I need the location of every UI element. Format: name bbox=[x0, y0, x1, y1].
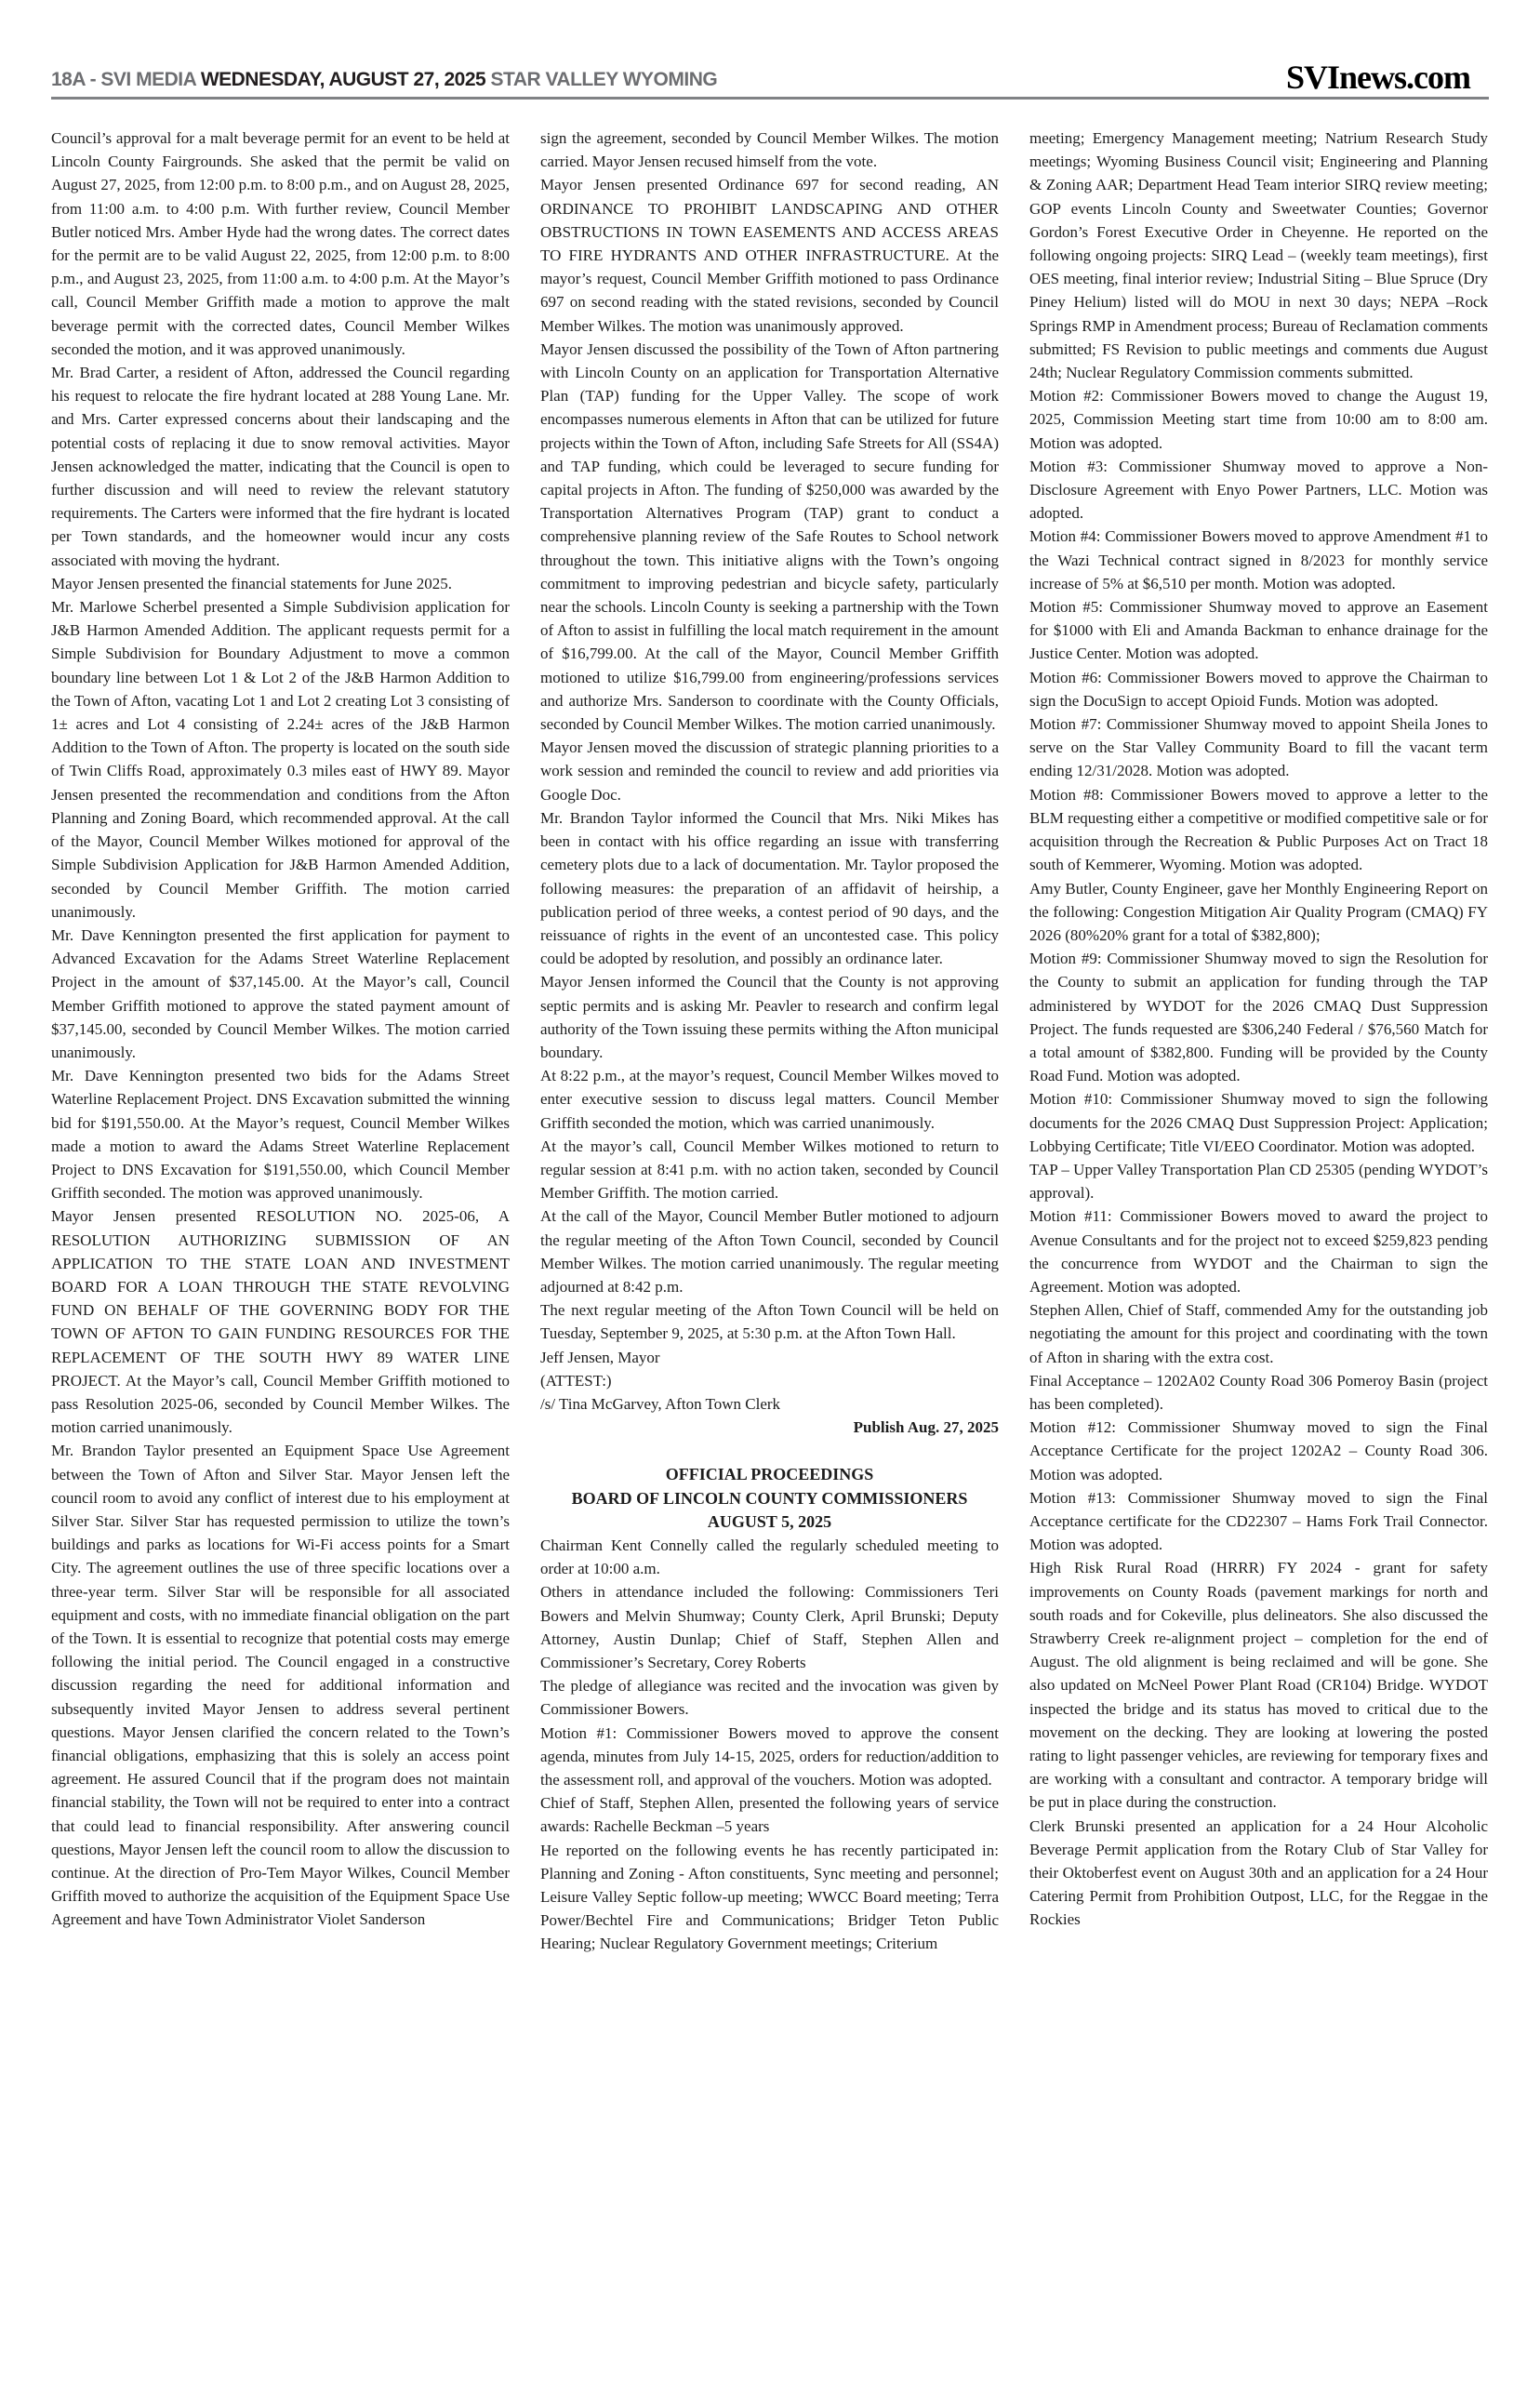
paragraph: Amy Butler, County Engineer, gave her Monthly Engineering Report on the following: Congestion Mitigation Air Quality Program (CMAQ) FY 2026 (80%20% grant for a total of $382,800); bbox=[1029, 879, 1488, 944]
masthead-left bbox=[51, 69, 717, 91]
section-heading: AUGUST 5, 2025 bbox=[707, 1511, 832, 1531]
paragraph: Mayor Jensen moved the discussion of strategic planning priorities to a work session and reminded the council to review and add priorities via Google Doc. bbox=[540, 738, 999, 804]
paragraph: Mayor Jensen presented RESOLUTION NO. 2025-06, A RESOLUTION AUTHORIZING SUBMISSION OF AN APPLICATION TO THE STATE LOAN AND INVESTMENT BOARD FOR A LOAN THROUGH THE STATE REVOLVING FUND ON BEHALF OF THE GOVERNING BODY FOR THE TOWN OF AFTON TO GAIN FUNDING RESOURCES FOR THE REPLACEMENT OF THE SOUTH HWY 89 WATER LINE PROJECT. At the Mayor’s call, Council Member Griffith motioned to pass Resolution 2025-06, seconded by Council Member Wilkes. The motion carried unanimously. bbox=[51, 1207, 510, 1437]
header-rule bbox=[51, 97, 1489, 100]
page-date: WEDNESDAY, AUGUST 27, 2025 bbox=[200, 69, 486, 90]
paragraph: Final Acceptance – 1202A02 County Road 306 Pomeroy Basin (project has been completed). bbox=[1029, 1371, 1488, 1413]
paragraph: Stephen Allen, Chief of Staff, commended Amy for the outstanding job negotiating the amount for this project and coordinating with the town of Afton in sharing with the extra cost. bbox=[1029, 1301, 1488, 1366]
paragraph: Mr. Brandon Taylor presented an Equipment Space Use Agreement between the Town of Afton and Silver Star. Mayor Jensen left the council room to avoid any conflict of interest due to his employment at Silver Star. Silver Star has requested permission to utilize the town’s buildings and parks as locations for Wi-Fi access points for a Smart City. The agreement outlines the use of three specific locations over a three-year term. Silver Star will be responsible for all associated equipment and costs, with no immediate financial obligation on the part of the Town. It is essential to recognize that potential costs may emerge following the initial period. The Council engaged in a constructive discussion regarding the need for additional information and subsequently invited Mayor Jensen to address several pertinent questions. Mayor Jensen clarified the concern related to the Town’s financial obligations, emphasizing that this is solely an access point agreement. He assured Council that if the program does not maintain financial stability, the Town will not be required to enter into a contract that could lead to financial responsibility. After answering council questions, Mayor Jensen left the council room to allow the discussion to continue. At the direction of Pro-Tem Mayor Wilkes, Council Member Griffith moved to authorize the acquisition of the Equipment Space Use Agreement and have Town Administrator Violet Sanderson bbox=[51, 1442, 510, 1929]
paragraph: He reported on the following events he has recently participated in: Planning and Zoning - Afton constituents, Sync meeting and personnel; Leisure Valley Septic follow-up meeting; WWCC Board meeting; Terra Power/Bechtel Fire and Communications; Bridger Teton Public Hearing; Nuclear Regulatory Government meetings; Criterium bbox=[540, 1841, 999, 1953]
page-header bbox=[51, 56, 1489, 97]
paragraph: Motion #13: Commissioner Shumway moved to sign the Final Acceptance certificate for the CD22307 – Hams Fork Trail Connector. Motion was adopted. bbox=[1029, 1488, 1488, 1554]
paragraph: Motion #3: Commissioner Shumway moved to approve a Non-Disclosure Agreement with Enyo Power Partners, LLC. Motion was adopted. bbox=[1029, 457, 1488, 523]
paragraph: Mayor Jensen presented Ordinance 697 for second reading, AN ORDINANCE TO PROHIBIT LANDSCAPING AND OTHER OBSTRUCTIONS IN TOWN EASEMENTS AND ACCESS AREAS TO FIRE HYDRANTS AND OTHER INFRASTRUCTURE. At the mayor’s request, Council Member Griffith motioned to pass Ordinance 697 on second reading with the stated revisions, seconded by Council Member Wilkes. The motion was unanimously approved. bbox=[540, 176, 999, 335]
paragraph: Motion #10: Commissioner Shumway moved to sign the following documents for the 2026 CMAQ Dust Suppression Project: Application; Lobbying Certificate; Title VI/EEO Coordinator. Motion was adopted. bbox=[1029, 1090, 1488, 1155]
paragraph: The next regular meeting of the Afton Town Council will be held on Tuesday, September 9, 2025, at 5:30 p.m. at the Afton Town Hall. bbox=[540, 1301, 999, 1343]
paragraph: Others in attendance included the following: Commissioners Teri Bowers and Melvin Shumway; County Clerk, April Brunski; Deputy Attorney, Austin Dunlap; Chief of Staff, Stephen Allen and Commissioner’s Secretary, Corey Roberts bbox=[540, 1583, 999, 1671]
article-columns bbox=[51, 126, 1489, 1956]
paragraph: Clerk Brunski presented an application for a 24 Hour Alcoholic Beverage Permit application from the Rotary Club of Star Valley for their Oktoberfest event on August 30th and an application for a 24 Hour Catering Permit from Prohibition Outpost, LLC, for the Reggae in the Rockies bbox=[1029, 1816, 1488, 1929]
paragraph: Council’s approval for a malt beverage permit for an event to be held at Lincoln County Fairgrounds. She asked that the permit be valid on August 27, 2025, from 12:00 p.m. to 8:00 p.m., and on August 28, 2025, from 11:00 a.m. to 4:00 p.m. With further review, Council Member Butler noticed Mrs. Amber Hyde had the wrong dates. The correct dates for the permit are to be valid August 22, 2025, from 12:00 p.m. to 8:00 p.m., and August 23, 2025, from 11:00 a.m. to 4:00 p.m. At the Mayor’s call, Council Member Griffith made a motion to approve the malt beverage permit with the corrected dates, Council Member Wilkes seconded the motion, and it was approved unanimously. bbox=[51, 129, 510, 358]
site-logo: SVInews.com bbox=[1285, 59, 1470, 96]
paragraph: Mr. Brad Carter, a resident of Afton, addressed the Council regarding his request to relocate the fire hydrant located at 288 Young Lane. Mr. and Mrs. Carter expressed concerns about their landscaping and the potential costs of replacing it due to snow removal activities. Mayor Jensen acknowledged the matter, indicating that the Council is open to further discussion and will need to review the relevant statutory requirements. The Carters were informed that the fire hydrant is located per Town standards, and the homeowner would incur any costs associated with moving the hydrant. bbox=[51, 364, 510, 569]
paragraph: Motion #1: Commissioner Bowers moved to approve the consent agenda, minutes from July 14-15, 2025, orders for reduction/addition to the assessment roll, and approval of the vouchers. Motion was adopted. bbox=[540, 1723, 999, 1789]
paragraph: /s/ Tina McGarvey, Afton Town Clerk bbox=[540, 1394, 781, 1413]
paragraph: At 8:22 p.m., at the mayor’s request, Council Member Wilkes moved to enter executive session to discuss legal matters. Council Member Griffith seconded the motion, which was carried unanimously. bbox=[540, 1067, 999, 1132]
section-heading: BOARD OF LINCOLN COUNTY COMMISSIONERS bbox=[571, 1488, 968, 1508]
paragraph: Motion #8: Commissioner Bowers moved to approve a letter to the BLM requesting either a competitive or modified competitive sale or for acquisition through the Recreation & Public Purposes Act on Tract 18 south of Kemmerer, Wyoming. Motion was adopted. bbox=[1029, 785, 1488, 874]
paragraph: meeting; Emergency Management meeting; Natrium Research Study meetings; Wyoming Business Council visit; Engineering and Planning & Zoning AAR; Department Head Team interior SIRQ review meeting; GOP events Lincoln County and Sweetwater Counties; Governor Gordon’s Forest Executive Order in Cheyenne. He reported on the following ongoing projects: SIRQ Lead – (weekly team meetings), first OES meeting, final interior review; Industrial Siting – Blue Spruce (Dry Piney Helium) listed will do MOU in next 30 days; NEPA –Rock Springs RMP in Amendment process; Bureau of Reclamation comments submitted; FS Revision to public meetings and comments due August 24th; Nuclear Regulatory Commission comments submitted. bbox=[1029, 129, 1488, 382]
paragraph: High Risk Rural Road (HRRR) FY 2024 - grant for safety improvements on County Roads (pavement markings for north and south roads and for Cokeville, plus delineators. She also discussed the Strawberry Creek re-alignment project – completion for the end of August. The old alignment is being reclaimed and will be gone. She also updated on McNeel Power Plant Road (CR104) Bridge. WYDOT inspected the bridge and its status has moved to critical due to the movement on the decking. They are looking at lowering the posted rating to light passenger vehicles, are reviewing for temporary fixes and are working with a consultant and contractor. A temporary bridge will be put in place during the construction. bbox=[1029, 1559, 1488, 1812]
paragraph: Motion #4: Commissioner Bowers moved to approve Amendment #1 to the Wazi Technical contract signed in 8/2023 for monthly service increase of 5% at $6,510 per month. Motion was adopted. bbox=[1029, 527, 1488, 592]
paragraph: Mr. Dave Kennington presented two bids for the Adams Street Waterline Replacement Project. DNS Excavation submitted the winning bid for $191,550.00. At the Mayor’s request, Council Member Wilkes made a motion to award the Adams Street Waterline Replacement Project to DNS Excavation for $191,550.00, which Council Member Griffith seconded. The motion was approved unanimously. bbox=[51, 1067, 510, 1203]
paragraph: At the mayor’s call, Council Member Wilkes motioned to return to regular session at 8:41 p.m. with no action taken, seconded by Council Member Griffith. The motion carried. bbox=[540, 1137, 999, 1203]
paragraph: Chief of Staff, Stephen Allen, presented the following years of service awards: Rachelle Beckman –5 years bbox=[540, 1794, 999, 1836]
paragraph: At the call of the Mayor, Council Member Butler motioned to adjourn the regular meeting of the Afton Town Council, seconded by Council Member Wilkes. The motion carried unanimously. The regular meeting adjourned at 8:42 p.m. bbox=[540, 1207, 999, 1296]
paragraph: Mayor Jensen informed the Council that the County is not approving septic permits and is asking Mr. Peavler to research and confirm legal authority of the Town issuing these permits withing the Afton municipal boundary. bbox=[540, 973, 999, 1061]
paragraph: Mr. Marlowe Scherbel presented a Simple Subdivision application for J&B Harmon Amended Addition. The applicant requests permit for a Simple Subdivision for Boundary Adjustment to move a common boundary line between Lot 1 & Lot 2 of the J&B Harmon Addition to the Town of Afton, vacating Lot 1 and Lot 2 creating Lot 3 consisting of 1± acres and Lot 4 consisting of 2.24± acres of the J&B Harmon Addition to the Town of Afton. The property is located on the south side of Twin Cliffs Road, approximately 0.3 miles east of HWY 89. Mayor Jensen presented the recommendation and conditions from the Afton Planning and Zoning Board, which recommended approval. At the call of the Mayor, Council Member Wilkes motioned for approval of the Simple Subdivision Application for J&B Harmon Amended Addition, seconded by Council Member Griffith. The motion carried unanimously. bbox=[51, 598, 510, 921]
paragraph: TAP – Upper Valley Transportation Plan CD 25305 (pending WYDOT’s approval). bbox=[1029, 1160, 1488, 1203]
paragraph: Motion #7: Commissioner Shumway moved to appoint Sheila Jones to serve on the Star Valley Community Board to fill the vacant term ending 12/31/2028. Motion was adopted. bbox=[1029, 715, 1488, 780]
column-1 bbox=[51, 126, 510, 1956]
column-2 bbox=[540, 126, 999, 1956]
paragraph: Mayor Jensen discussed the possibility of the Town of Afton partnering with Lincoln County on an application for Transportation Alternative Plan (TAP) funding for the Upper Valley. The scope of work encompasses numerous elements in Afton that can be utilized for future projects within the Town of Afton, including Safe Streets for All (SS4A) and TAP funding, which could be leveraged to secure funding for capital projects in Afton. The funding of $250,000 was awarded by the Transportation Alternatives Program (TAP) grant to conduct a comprehensive planning review of the Safe Routes to School network throughout the town. This initiative aligns with the Town’s ongoing commitment to improving pedestrian and bicycle safety, particularly near the schools. Lincoln County is seeking a partnership with the Town of Afton to assist in fulfilling the local match requirement in the amount of $16,799.00. At the call of the Mayor, Council Member Griffith motioned to utilize $16,799.00 from engineering/professions services and authorize Mrs. Sanderson to coordinate with the County Officials, seconded by Council Member Wilkes. The motion carried unanimously. bbox=[540, 339, 999, 734]
paragraph: Mayor Jensen presented the financial statements for June 2025. bbox=[51, 574, 453, 592]
paragraph: The pledge of allegiance was recited and the invocation was given by Commissioner Bowers. bbox=[540, 1677, 999, 1719]
paragraph: Motion #9: Commissioner Shumway moved to sign the Resolution for the County to submit an application for funding through the TAP administered by WYDOT for the 2026 CMAQ Dust Suppression Project. The funds requested are $306,240 Federal / $76,560 Match for a total amount of $382,800. Funding will be provided by the County Road Fund. Motion was adopted. bbox=[1029, 950, 1488, 1085]
paragraph: Mr. Brandon Taylor informed the Council that Mrs. Niki Mikes has been in contact with his office regarding an issue with transferring cemetery plots due to a lack of documentation. Mr. Taylor proposed the following measures: the preparation of an affidavit of heirship, a publication period of three weeks, a contest period of 90 days, and the reissuance of rights in the event of an uncontested case. This policy could be adopted by resolution, and possibly an ordinance later. bbox=[540, 808, 999, 968]
page-edition: 18A - SVI MEDIA bbox=[51, 69, 201, 90]
spacer bbox=[540, 1439, 999, 1463]
paragraph: Motion #2: Commissioner Bowers moved to change the August 19, 2025, Commission Meeting start time from 10:00 am to 8:00 am. Motion was adopted. bbox=[1029, 387, 1488, 452]
paragraph: Motion #11: Commissioner Bowers moved to award the project to Avenue Consultants and for the project not to exceed $259,823 pending the concurrence from WYDOT and the Chairman to sign the Agreement. Motion was adopted. bbox=[1029, 1207, 1488, 1296]
paragraph: Jeff Jensen, Mayor bbox=[540, 1348, 660, 1366]
paragraph: Motion #12: Commissioner Shumway moved to sign the Final Acceptance Certificate for the project 1202A2 – County Road 306. Motion was adopted. bbox=[1029, 1418, 1488, 1483]
page-location: STAR VALLEY WYOMING bbox=[485, 69, 718, 90]
paragraph: Publish Aug. 27, 2025 bbox=[853, 1418, 999, 1437]
column-3 bbox=[1029, 126, 1488, 1956]
paragraph: sign the agreement, seconded by Council Member Wilkes. The motion carried. Mayor Jensen recused himself from the vote. bbox=[540, 129, 999, 171]
section-heading: OFFICIAL PROCEEDINGS bbox=[665, 1465, 874, 1484]
paragraph: Motion #5: Commissioner Shumway moved to approve an Easement for $1000 with Eli and Amanda Backman to enhance drainage for the Justice Center. Motion was adopted. bbox=[1029, 598, 1488, 663]
paragraph: (ATTEST:) bbox=[540, 1371, 612, 1390]
paragraph: Chairman Kent Connelly called the regularly scheduled meeting to order at 10:00 a.m. bbox=[540, 1536, 999, 1578]
paragraph: Mr. Dave Kennington presented the first application for payment to Advanced Excavation for the Adams Street Waterline Replacement Project in the amount of $37,145.00. At the Mayor’s call, Council Member Griffith motioned to approve the stated payment amount of $37,145.00, seconded by Council Member Wilkes. The motion carried unanimously. bbox=[51, 925, 510, 1061]
paragraph: Motion #6: Commissioner Bowers moved to approve the Chairman to sign the DocuSign to accept Opioid Funds. Motion was adopted. bbox=[1029, 668, 1488, 710]
